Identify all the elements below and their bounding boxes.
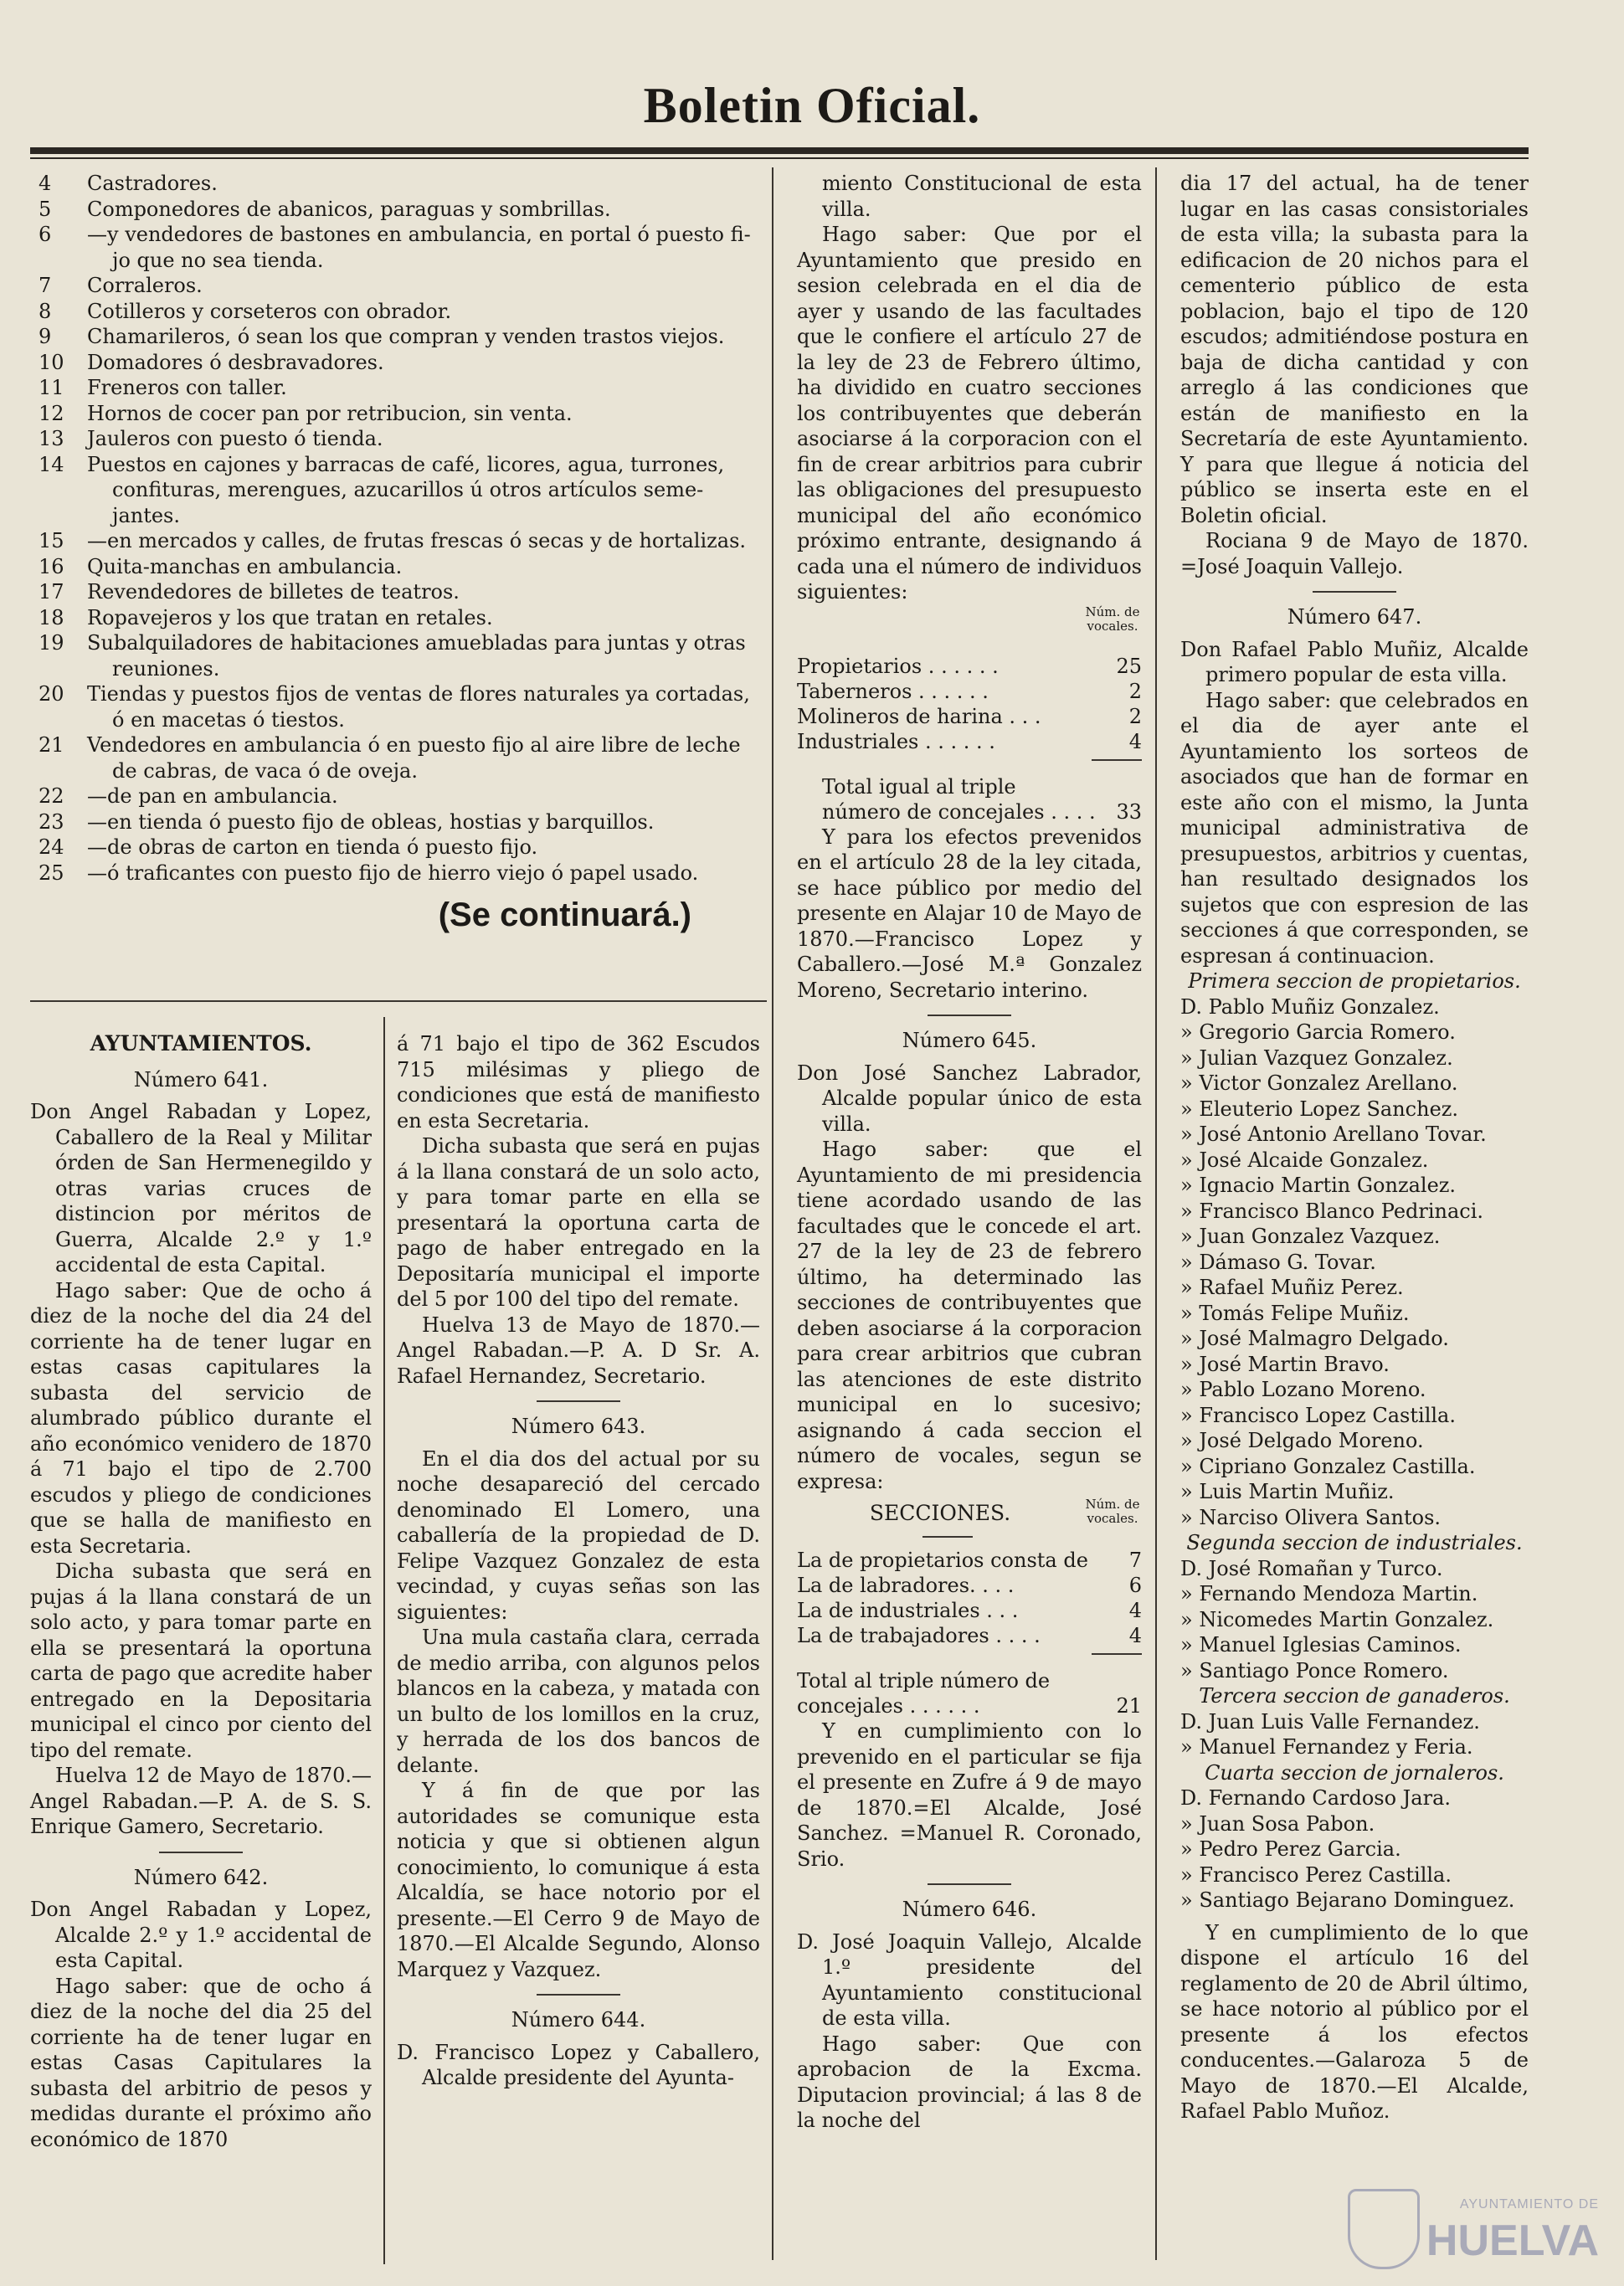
list-item-text (87, 783, 758, 809)
notice-number: Número 644. (511, 2008, 646, 2032)
list-item (30, 350, 758, 376)
list-item-number: 9 (39, 325, 52, 348)
row-value: 7 (1128, 1549, 1142, 1572)
name-entry: » Luis Martin Muñiz. (1180, 1480, 1395, 1503)
list-item-number: 6 (39, 223, 52, 246)
table-row (797, 1623, 1142, 1648)
table-row (797, 729, 1142, 754)
notice-signature: Y para los efectos prevenidos en el artículo 28 de la ley citada, se hace público por medio del presente en Alajar 10 de Mayo de 1870.—Francisco Lopez y Caballero.—José M.ª Gonzalez Moreno, Secretario interino. (797, 825, 1142, 1002)
list-item-number: 14 (39, 452, 64, 476)
list-item-number: 21 (39, 733, 64, 757)
row-value: 2 (1128, 679, 1142, 703)
list-item-number: 18 (39, 605, 64, 629)
separator (1313, 591, 1396, 593)
row-label: La de propietarios consta de (797, 1549, 1088, 1572)
list-item-text (87, 835, 758, 860)
name-entry: D. Pablo Muñiz Gonzalez. (1180, 994, 1440, 1019)
section-subheading: Primera seccion de propietarios. (1188, 969, 1521, 993)
notice-body: Hago saber: Que de ocho á diez de la noche del dia 24 del corriente ha de tener lugar en estas casas capitulares la subasta del servicio de alumbrado público durante el año económico venidero de 1870 á 71 bajo el tipo de 2.700 escudos y pliego de condiciones que se halla de manifiesto en esta Secretaria. (30, 1278, 372, 1558)
notice-author: Don Angel Rabadan y Lopez, Alcalde 2.º y 1.º accidental de esta Capital. (30, 1898, 372, 1972)
list-item-line: Corraleros. (87, 274, 203, 297)
list-item (30, 401, 758, 427)
list-item (30, 197, 758, 223)
sections-table (797, 1548, 1142, 1648)
notice-number: Número 642. (133, 1865, 269, 1889)
list-item (30, 732, 758, 783)
list-item (30, 579, 758, 605)
name-entry: » José Malmagro Delgado. (1180, 1327, 1449, 1350)
section-subheading: Segunda seccion de industriales. (1186, 1531, 1523, 1554)
row-value: 25 (1116, 654, 1142, 678)
notice-body: Y á fin de que por las autoridades se comunique esta noticia y que si obtienen algun conocimiento, lo comunique á esta Alcaldía, se hace notorio por el presente.—El Cerro 9 de Mayo de 1870.—El Alcalde Segundo, Alonso Marquez y Vazquez. (397, 1779, 760, 1981)
row-value: 4 (1128, 729, 1142, 753)
list-item-line: Domadores ó desbravadores. (87, 350, 384, 374)
section-heading: AYUNTAMIENTOS. (90, 1031, 312, 1056)
continua-note: (Se continuará.) (438, 896, 691, 933)
list-item-text (87, 579, 758, 605)
row-label: Industriales . . . . . . (797, 729, 995, 753)
list-item (30, 299, 758, 325)
notice-number: Número 645. (902, 1029, 1037, 1052)
table-row (797, 654, 1142, 679)
column-1 (30, 1031, 372, 2152)
total-label: Total igual al triple número de concejales . . . . (822, 774, 1096, 824)
row-label: La de trabajadores . . . . (797, 1624, 1041, 1647)
list-item (30, 835, 758, 860)
list-item-text (87, 809, 758, 835)
notice-number: Número 643. (511, 1415, 646, 1438)
notice-signature: Y en cumplimiento con lo prevenido en el particular se fija el presente en Zufre á 9 de mayo de 1870.=El Alcalde, José Sanchez. =Manuel R. Coronado, Srio. (797, 1719, 1142, 1871)
list-item-number: 5 (39, 197, 52, 221)
table-header-secciones: SECCIONES. (869, 1500, 1011, 1525)
list-item-continuation: de cabras, de vaca ó de oveja. (112, 758, 418, 783)
notice-author: D. José Joaquin Vallejo, Alcalde 1.º presidente del Ayuntamiento constitucional de esta villa. (797, 1929, 1142, 2030)
list-item (30, 681, 758, 732)
notice-body: dia 17 del actual, ha de tener lugar en las casas consistoriales de esta villa; la subasta para la edificacion de 20 nichos para el cementerio público de esta poblacion, bajo el tipo de 120 escudos; admitiéndose postura en baja de dicha cantidad y con arreglo á las condiciones que están de manifiesto en la Secretaría de este Ayuntamiento. Y para que llegue á noticia del público se inserta este en el Boletin oficial. (1180, 172, 1529, 527)
row-label: Taberneros . . . . . . (797, 679, 989, 703)
row-label: La de labradores. . . . (797, 1574, 1015, 1597)
name-list (1180, 1709, 1529, 1760)
section-subheading: Cuarta seccion de jornaleros. (1205, 1760, 1504, 1785)
list-item-text (87, 375, 758, 401)
name-entry: » Tomás Felipe Muñiz. (1180, 1301, 1410, 1325)
table-row (797, 1598, 1142, 1623)
row-value: 4 (1128, 1599, 1142, 1622)
notice-signature: Huelva 12 de Mayo de 1870.—Angel Rabadan.—P. A. de S. S. Enrique Gamero, Secretario. (30, 1764, 372, 1838)
list-item-number: 24 (39, 835, 64, 859)
list-item (30, 528, 758, 554)
list-item-number: 23 (39, 809, 64, 834)
list-item-number: 8 (39, 299, 52, 323)
coat-of-arms-icon (1348, 2189, 1420, 2269)
section-subheading: Tercera seccion de ganaderos. (1199, 1684, 1510, 1708)
list-item-number: 22 (39, 784, 64, 808)
section-rule (30, 1000, 767, 1002)
sections-table (797, 654, 1142, 754)
name-entry: » Pedro Perez Garcia. (1180, 1837, 1401, 1861)
list-item-line: Freneros con taller. (87, 376, 287, 399)
list-item (30, 554, 758, 580)
list-item-text (87, 554, 758, 580)
name-entry: » José Alcaide Gonzalez. (1180, 1148, 1429, 1172)
list-item-text (87, 528, 758, 554)
name-entry: » Rafael Muñiz Perez. (1180, 1276, 1404, 1299)
row-label: Molineros de harina . . . (797, 704, 1041, 728)
name-entry: » Francisco Blanco Pedrinaci. (1180, 1199, 1484, 1223)
list-item-line: —de pan en ambulancia. (87, 784, 338, 808)
column-3 (797, 171, 1142, 2134)
list-item-line: —y vendedores de bastones en ambulancia, en portal ó puesto fi- (87, 223, 751, 246)
name-entry: » Francisco Perez Castilla. (1180, 1862, 1452, 1887)
list-item-number: 10 (39, 350, 64, 374)
list-item-number: 19 (39, 631, 64, 655)
total-label: Total al triple número de concejales . . . . . . (797, 1669, 1051, 1718)
name-entry: » Eleuterio Lopez Sanchez. (1180, 1097, 1459, 1121)
list-item-text (87, 426, 758, 452)
list-item-line: Subalquiladores de habitaciones amuebladas para juntas y otras (87, 631, 746, 655)
separator (537, 1400, 620, 1402)
list-item-line: Revendedores de billetes de teatros. (87, 580, 460, 604)
list-item (30, 426, 758, 452)
list-item-text (87, 452, 758, 529)
notice-body: Hago saber: que celebrados en el dia de ayer ante el Ayuntamiento los sorteos de asociados que han de formar en este año con el mismo, la Junta municipal administrativa de presupuestos, arbitrios y cuentas, han resultado designados los sujetos que con espresion de las secciones á que corresponden, se espresan á continuacion. (1180, 688, 1529, 968)
watermark-line1: AYUNTAMIENTO DE (1459, 2197, 1599, 2212)
masthead-rule-thin (30, 157, 1529, 159)
table-total (797, 1668, 1142, 1718)
list-item-line: Componedores de abanicos, paraguas y sombrillas. (87, 197, 611, 221)
list-item-line: Puestos en cajones y barracas de café, licores, agua, turrones, (87, 452, 725, 476)
table-row (797, 1573, 1142, 1598)
name-entry: » Dámaso G. Tovar. (1180, 1250, 1376, 1274)
list-item-line: Vendedores en ambulancia ó en puesto fijo al aire libre de leche (87, 733, 741, 757)
list-item-line: Tiendas y puestos fijos de ventas de flores naturales ya cortadas, (87, 682, 750, 706)
notice-body: Dicha subasta que será en pujas á la llana constará de un solo acto, y para tomar parte en ella se presentará la oportuna carta de pago que acredite haber entregado en la Depositaria municipal el cinco por ciento del tipo del remate. (30, 1559, 372, 1762)
list-item (30, 605, 758, 631)
notice-number: Número 646. (902, 1898, 1037, 1921)
list-item-text (87, 324, 758, 350)
list-item (30, 375, 758, 401)
list-item-line: —en mercados y calles, de frutas frescas ó secas y de hortalizas. (87, 529, 747, 552)
list-item-continuation: reuniones. (112, 656, 220, 681)
list-item (30, 783, 758, 809)
name-entry: » Victor Gonzalez Arellano. (1180, 1071, 1458, 1095)
column-rule (383, 1017, 385, 2264)
list-item-line: Chamarileros, ó sean los que compran y venden trastos viejos. (87, 325, 725, 348)
notice-number: Número 641. (133, 1067, 269, 1092)
list-item-text (87, 401, 758, 427)
name-entry: » José Antonio Arellano Tovar. (1180, 1122, 1487, 1146)
list-item-line: Cotilleros y corseteros con obrador. (87, 299, 452, 323)
table-header-num: Núm. de vocales. (1085, 604, 1140, 634)
archive-watermark (1348, 2182, 1599, 2274)
column-4 (1180, 171, 1529, 2124)
row-value: 6 (1128, 1574, 1142, 1597)
list-item-text (87, 197, 758, 223)
list-item-text (87, 630, 758, 681)
list-item (30, 273, 758, 299)
list-item (30, 630, 758, 681)
list-item (30, 809, 758, 835)
name-entry: » José Martin Bravo. (1180, 1352, 1390, 1376)
list-item-continuation: ó en macetas ó tiestos. (112, 707, 345, 732)
trades-list (30, 171, 758, 933)
list-item-line: Hornos de cocer pan por retribucion, sin venta. (87, 401, 573, 425)
list-item-text (87, 171, 758, 197)
notice-author: Don José Sanchez Labrador, Alcalde popular único de esta villa. (797, 1061, 1142, 1136)
row-label: La de industriales . . . (797, 1599, 1019, 1622)
column-rule (772, 167, 773, 2260)
row-value: 4 (1128, 1624, 1142, 1647)
list-item (30, 860, 758, 886)
separator (159, 1852, 243, 1853)
column-rule (1155, 167, 1157, 2260)
total-value: 21 (1116, 1694, 1142, 1718)
notice-body: Una mula castaña clara, cerrada de medio arriba, con algunos pelos blancos en la cabeza, y matada con un bulto de los lomillos en la cruz, y herrada de los dos bancos de delante. (397, 1626, 760, 1777)
name-list (1180, 1556, 1529, 1684)
list-item-number: 16 (39, 554, 64, 578)
list-item (30, 324, 758, 350)
notice-author: Don Rafael Pablo Muñiz, Alcalde primero popular de esta villa. (1180, 637, 1529, 686)
list-item-text (87, 299, 758, 325)
list-item-number: 4 (39, 172, 52, 195)
notice-author: D. Francisco Lopez y Caballero, Alcalde presidente del Ayunta- (397, 2040, 760, 2089)
table-total (797, 774, 1142, 825)
name-entry: » Juan Sosa Pabon. (1180, 1811, 1375, 1836)
name-entry: » Santiago Bejarano Dominguez. (1180, 1888, 1515, 1912)
list-item (30, 452, 758, 529)
list-item-number: 12 (39, 401, 64, 425)
masthead-rule (30, 147, 1529, 154)
name-entry: » Cipriano Gonzalez Castilla. (1180, 1454, 1476, 1478)
list-item-number: 20 (39, 682, 64, 706)
name-entry: D. Fernando Cardoso Jara. (1180, 1786, 1452, 1810)
name-entry: » Ignacio Martin Gonzalez. (1180, 1174, 1457, 1197)
separator (537, 1994, 620, 1996)
notice-signature: Rociana 9 de Mayo de 1870. =José Joaquin Vallejo. (1180, 529, 1529, 578)
list-item-number: 17 (39, 580, 64, 604)
name-entry: » Manuel Iglesias Caminos. (1180, 1633, 1462, 1657)
list-item-text (87, 222, 758, 273)
notice-body: Hago saber: que de ocho á diez de la noche del dia 25 del corriente ha de tener lugar en estas Casas Capitulares la subasta del arbitrio de pesos y medidas durante el próximo año económico de 1870 (30, 1974, 372, 2151)
notice-number: Número 647. (1287, 605, 1422, 629)
list-item-text (87, 732, 758, 783)
list-item-number: 25 (39, 860, 64, 885)
name-entry: » Gregorio Garcia Romero. (1180, 1020, 1456, 1044)
notice-author: Don Angel Rabadan y Lopez, Caballero de la Real y Militar órden de San Hermenegildo y otras varias cruces de distincion por méritos de Guerra, Alcalde 2.º y 1.º accidental de esta Capital. (30, 1100, 372, 1277)
notice-body: Hago saber: que el Ayuntamiento de mi presidencia tiene acordado usando de las facultades que le concede el art. 27 de la ley de 23 de febrero último, ha determinado las secciones de contribuyentes que deben asociarse á la corporacion para crear arbitrios que cubran las atenciones de este distrito municipal en lo sucesivo; asignando á cada seccion el número de vocales, segun se expresa: (797, 1138, 1142, 1493)
list-item-line: —en tienda ó puesto fijo de obleas, hostias y barquillos. (87, 809, 655, 834)
name-list (1180, 994, 1529, 1531)
list-item-text (87, 273, 758, 299)
separator (928, 1015, 1011, 1016)
notice-author: miento Constitucional de esta villa. (822, 172, 1142, 221)
notice-body: á 71 bajo el tipo de 362 Escudos 715 milésimas y pliego de condiciones que está de manifiesto en esta Secretaria. (397, 1032, 760, 1133)
name-entry: » Fernando Mendoza Martin. (1180, 1582, 1478, 1605)
list-item-text (87, 350, 758, 376)
name-entry: » Nicomedes Martin Gonzalez. (1180, 1607, 1494, 1631)
list-item-number: 11 (39, 376, 64, 399)
list-item-continuation: confituras, merengues, azucarillos ú otros artículos seme-jantes. (112, 478, 704, 527)
notice-body: En el dia dos del actual por su noche desapareció del cercado denominado El Lomero, una caballería de la propiedad de D. Felipe Vazquez Gonzalez de esta vecindad, y cuyas señas son las siguientes: (397, 1446, 760, 1624)
watermark-line2: HUELVA (1426, 2217, 1599, 2265)
total-value: 33 (1116, 799, 1142, 824)
list-item-line: Jauleros con puesto ó tienda. (87, 427, 383, 450)
separator (928, 1883, 1011, 1885)
table-header-num: Núm. de vocales. (1085, 1497, 1140, 1526)
list-item-text (87, 681, 758, 732)
name-entry: D. José Romañan y Turco. (1180, 1556, 1443, 1580)
name-entry: » Santiago Ponce Romero. (1180, 1658, 1449, 1682)
list-item-line: —ó traficantes con puesto fijo de hierro viejo ó papel usado. (87, 860, 699, 885)
masthead-title: Boletin Oficial. (643, 78, 981, 133)
name-entry: D. Juan Luis Valle Fernandez. (1180, 1709, 1480, 1734)
list-item-continuation: jo que no sea tienda. (112, 248, 324, 272)
table-row (797, 1548, 1142, 1573)
notice-body: Dicha subasta que será en pujas á la llana constará de un solo acto, y para tomar parte en ella se presentará la oportuna carta de pago de haber entregado en la Depositaría municipal el importe del 5 por 100 del tipo del remate. (397, 1134, 760, 1311)
list-item-number: 13 (39, 427, 64, 450)
name-entry: » Pablo Lozano Moreno. (1180, 1378, 1426, 1401)
list-rows (30, 171, 758, 886)
list-item-number: 15 (39, 529, 64, 552)
list-item-text (87, 860, 758, 886)
name-entry: » Julian Vazquez Gonzalez. (1180, 1045, 1453, 1070)
notice-signature: Y en cumplimiento de lo que dispone el artículo 16 del reglamento de 20 de Abril último, se hace notorio al público por el presente á los efectos conducentes.—Galaroza 5 de Mayo de 1870.—El Alcalde, Rafael Pablo Muñoz. (1180, 1920, 1529, 2123)
list-item-line: —de obras de carton en tienda ó puesto fijo. (87, 835, 538, 859)
column-2 (397, 1031, 760, 2091)
table-row (797, 704, 1142, 729)
name-entry: » José Delgado Moreno. (1180, 1429, 1424, 1452)
notice-body: Hago saber: Que con aprobacion de la Excma. Diputacion provincial; á las 8 de la noche del (797, 2032, 1142, 2132)
list-item (30, 171, 758, 197)
list-item-text (87, 605, 758, 631)
row-label: Propietarios . . . . . . (797, 654, 999, 678)
list-item (30, 222, 758, 273)
notice-body: Hago saber: Que por el Ayuntamiento que presido en sesion celebrada en el dia de ayer y usando de las facultades que le confiere el artículo 27 de la ley de 23 de Febrero último, ha dividido en cuatro secciones los contribuyentes que deberán asociarse á la corporacion con el fin de crear arbitrios para cubrir las obligaciones del presupuesto municipal del año económico próximo entrante, designando á cada una el número de individuos siguientes: (797, 223, 1142, 604)
list-item-line: Quita-manchas en ambulancia. (87, 554, 403, 578)
list-item-line: Castradores. (87, 172, 218, 195)
name-entry: » Narciso Olivera Santos. (1180, 1505, 1442, 1529)
name-list (1180, 1785, 1529, 1914)
row-value: 2 (1128, 704, 1142, 728)
list-item-number: 7 (39, 274, 52, 297)
table-row (797, 679, 1142, 704)
notice-signature: Huelva 13 de Mayo de 1870.—Angel Rabadan.—P. A. D Sr. A. Rafael Hernandez, Secretario. (397, 1313, 760, 1388)
name-entry: » Manuel Fernandez y Feria. (1180, 1735, 1473, 1759)
name-entry: » Juan Gonzalez Vazquez. (1180, 1225, 1441, 1248)
name-entry: » Francisco Lopez Castilla. (1180, 1403, 1456, 1427)
list-item-line: Ropavejeros y los que tratan en retales. (87, 605, 493, 629)
